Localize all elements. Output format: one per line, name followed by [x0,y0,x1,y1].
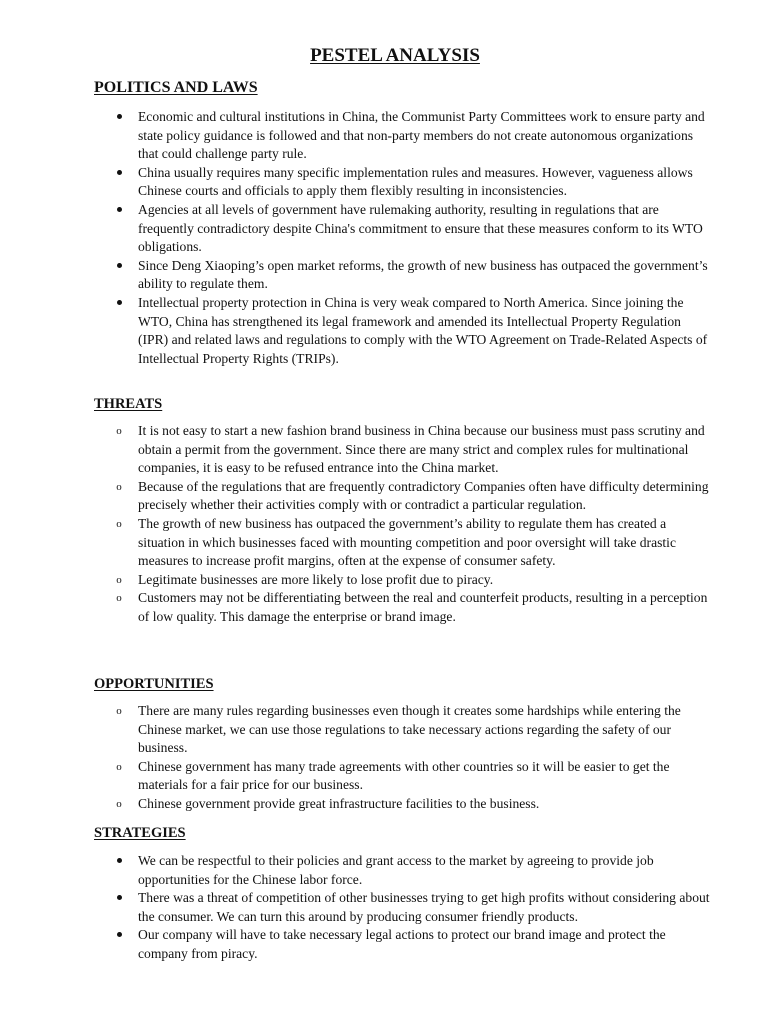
bullet-icon [112,164,126,183]
list-item [94,889,714,926]
section-heading-opportunities: OPPORTUNITIES [94,676,214,692]
list-item-text: Legitimate businesses are more likely to lose profit due to piracy. [138,571,494,587]
bullet-icon [112,852,126,871]
circle-bullet-icon: o [116,797,122,810]
bullet-icon [112,294,126,313]
list-item [94,201,714,257]
list-item-text: There are many rules regarding businesses even though it creates some hardships while entering the Chinese market, we can use those regulations to take necessary actions regarding the safety of our business. [138,703,681,756]
list-item [94,257,714,294]
list-item-text: Since Deng Xiaoping’s open market reforms, the growth of new business has outpaced the government’s ability to regulate them. [138,257,708,292]
strategies-list [94,852,714,964]
list-item [94,702,714,758]
circle-bullet-icon: o [116,592,122,605]
list-item-text: We can be respectful to their policies and grant access to the market by agreeing to provide job opportunities for the Chinese labor force. [138,853,654,887]
threats-list [94,422,714,627]
bullet-icon [112,201,126,220]
list-item-text: There was a threat of competition of other businesses trying to get high profits without considering about the consumer. We can turn this around by producing consumer friendly products. [138,890,710,924]
circle-bullet-icon: o [116,573,122,586]
list-item [94,926,714,963]
circle-bullet-icon: o [116,480,122,493]
list-item [94,294,714,368]
list-item-text: Our company will have to take necessary legal actions to protect our brand image and protect the company from piracy. [138,927,666,961]
list-item-text: Customers may not be differentiating between the real and counterfeit products, resulting in a perception of low quality. This damage the enterprise or brand image. [138,590,708,624]
opportunities-list [94,702,714,814]
section-heading-threats: THREATS [94,396,163,412]
list-item [94,852,714,889]
list-item-text: Chinese government provide great infrastructure facilities to the business. [138,795,540,811]
section-heading-politics: POLITICS AND LAWS [94,79,258,96]
list-item [94,795,714,814]
list-item [94,108,714,164]
section-heading-strategies: STRATEGIES [94,825,186,841]
bullet-icon [112,257,126,276]
list-item [94,571,714,590]
list-item-text: Because of the regulations that are frequently contradictory Companies often have difficulty determining precisely whether their activities comply with or contradict a particular regulation. [138,478,709,513]
list-item-text: Agencies at all levels of government have rulemaking authority, resulting in regulations that are frequently contradictory despite China's commitment to ensure that these measures conform to its WTO obligations. [138,201,703,255]
bullet-icon [112,108,126,127]
list-item [94,515,714,571]
politics-list [94,108,714,368]
list-item-text: Chinese government has many trade agreements with other countries so it will be easier to get the materials for a fair price for our business. [138,758,670,793]
circle-bullet-icon: o [116,705,122,717]
circle-bullet-icon: o [116,760,122,773]
list-item [94,422,714,478]
bullet-icon [112,889,126,908]
list-item-text: It is not easy to start a new fashion brand business in China because our business must pass scrutiny and obtain a permit from the government. Since there are many strict and complex rules for multinational companies, it is easy to be refused entrance into the China market. [138,423,705,476]
list-item-text: China usually requires many specific implementation rules and measures. However, vagueness allows Chinese courts and officials to apply them flexibly resulting in inconsistencies. [138,164,693,199]
list-item-text: Intellectual property protection in China is very weak compared to North America. Since joining the WTO, China has strengthened its legal framework and amended its Intellectual Property Regulation (IPR) and related laws and regulations to comply with the WTO Agreement on Trade-Related Aspects of Intellectual Property Rights (TRIPs). [138,294,708,366]
circle-bullet-icon: o [116,517,122,530]
list-item [94,589,714,626]
list-item [94,758,714,795]
circle-bullet-icon: o [116,425,122,437]
bullet-icon [112,926,126,945]
list-item [94,164,714,201]
page-title: PESTEL ANALYSIS [310,45,480,66]
list-item-text: Economic and cultural institutions in China, the Communist Party Committees work to ensure party and state policy guidance is followed and that non-party members do not create autonomous organizations that could challenge party rule. [138,109,705,162]
list-item-text: The growth of new business has outpaced the government’s ability to regulate them has created a situation in which businesses faced with mounting competition and poor oversight will take drastic measures to increase profit margins, often at the expense of consumer safety. [138,515,676,569]
list-item [94,478,714,515]
